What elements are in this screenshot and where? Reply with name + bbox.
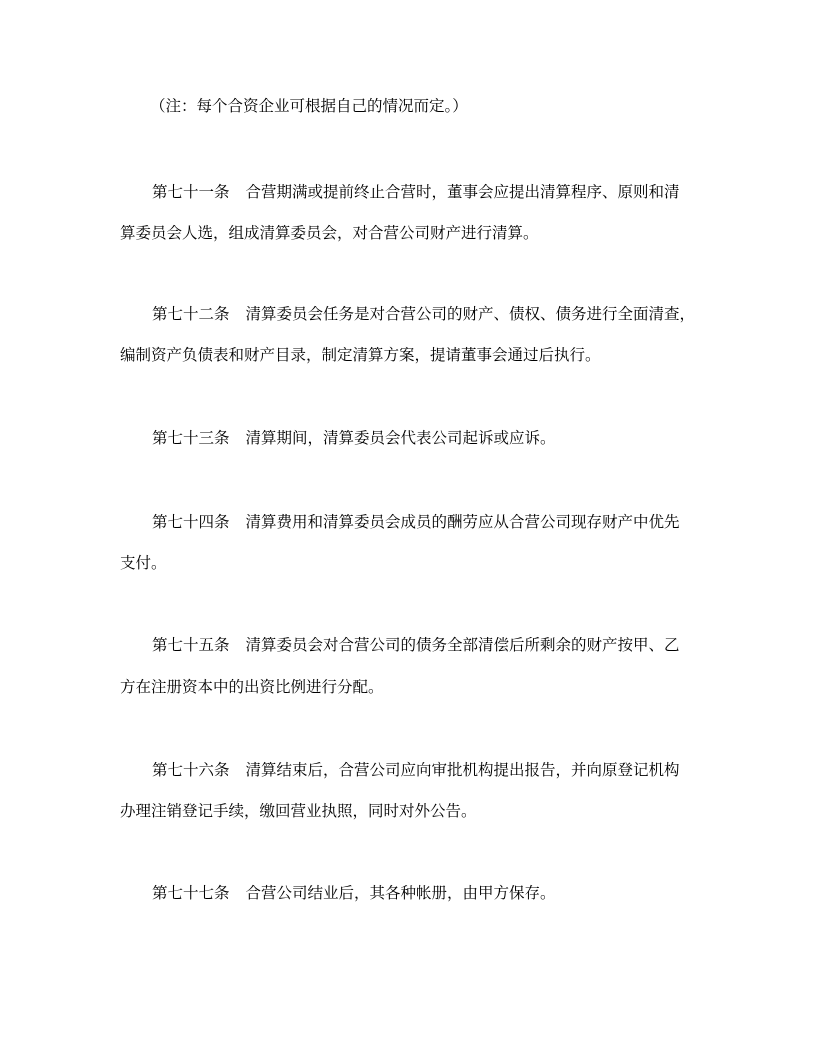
article-75-first-line [152, 634, 742, 656]
article-74-first-line [152, 511, 742, 533]
article-71-text-line1: 合营期满或提前终止合营时，董事会应提出清算程序、原则和清 [245, 183, 680, 201]
article-75-text-line1: 清算委员会对合营公司的债务全部清偿后所剩余的财产按甲、乙 [245, 636, 680, 654]
article-71-first-line [152, 181, 710, 203]
article-72-text-line1: 清算委员会任务是对合营公司的财产、债权、债务进行全面清查， [245, 305, 696, 323]
article-75-text-line2: 方在注册资本中的出资比例进行分配。 [120, 678, 384, 696]
note-text: （注：每个合资企业可根据自己的情况而定。） [150, 97, 468, 115]
article-71-text-line2: 算委员会人选，组成清算委员会，对合营公司财产进行清算。 [120, 224, 539, 242]
article-75-number: 第七十五条 [152, 636, 230, 654]
article-74-number: 第七十四条 [152, 513, 230, 531]
article-77-number: 第七十七条 [152, 884, 230, 902]
article-73-text-line1: 清算期间，清算委员会代表公司起诉或应诉。 [245, 429, 556, 447]
article-74-text-line1: 清算费用和清算委员会成员的酬劳应从合营公司现存财产中优先 [245, 513, 680, 531]
article-72-number: 第七十二条 [152, 305, 230, 323]
article-72-first-line [152, 303, 710, 325]
article-77-text-line1: 合营公司结业后，其各种帐册，由甲方保存。 [245, 884, 556, 902]
article-73-first-line [152, 427, 742, 449]
article-74-text-line2: 支付。 [120, 554, 167, 572]
article-71-number: 第七十一条 [152, 183, 230, 201]
article-72-text-line2: 编制资产负债表和财产目录，制定清算方案，提请董事会通过后执行。 [120, 346, 601, 364]
article-76-text-line1: 清算结束后，合营公司应向审批机构提出报告，并向原登记机构 [245, 761, 680, 779]
article-77-first-line [152, 882, 742, 904]
article-76-text-line2: 办理注销登记手续，缴回营业执照，同时对外公告。 [120, 802, 477, 820]
article-73-number: 第七十三条 [152, 429, 230, 447]
article-76-first-line [152, 759, 742, 781]
article-76-number: 第七十六条 [152, 761, 230, 779]
